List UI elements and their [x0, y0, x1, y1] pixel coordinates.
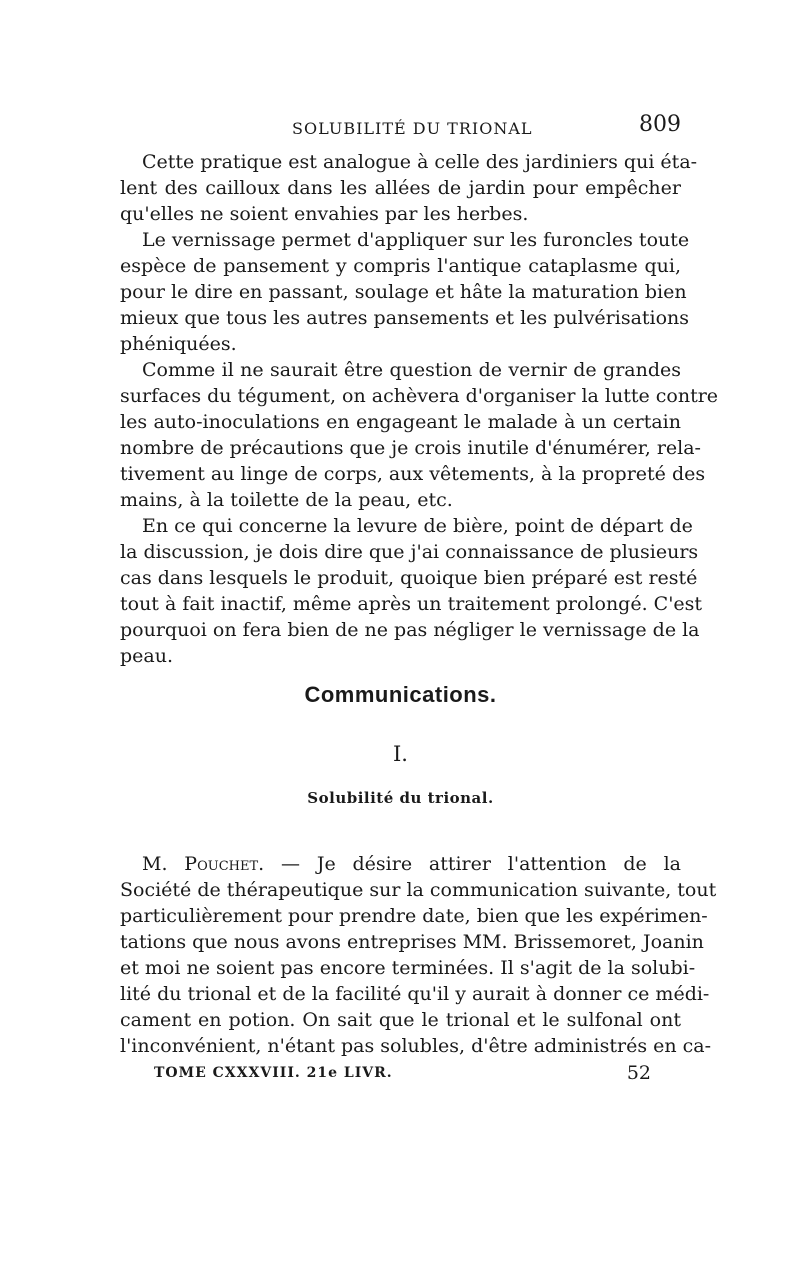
- page-number: 809: [639, 112, 681, 137]
- text-line: nombre de précautions que je crois inutile d'énumérer, rela-: [120, 437, 701, 459]
- page-footer: [120, 1060, 681, 1088]
- text-line: mains, à la toilette de la peau, etc.: [120, 489, 453, 511]
- text-line: cament en potion. On sait que le trional et le sulfonal ont: [120, 1009, 681, 1031]
- text-line: Comme il ne saurait être question de vernir de grandes: [142, 359, 681, 381]
- text-fragment: — Je désire attirer l'attention de la: [264, 853, 681, 875]
- text-line: Société de thérapeutique sur la communication suivante, tout: [120, 879, 717, 901]
- running-title: SOLUBILITÉ DU TRIONAL: [292, 119, 533, 138]
- text-line: les auto-inoculations en engageant le malade à un certain: [120, 411, 681, 433]
- text-line: Le vernissage permet d'appliquer sur les furoncles toute: [142, 229, 690, 251]
- running-head: [120, 112, 685, 142]
- section-numeral: I.: [393, 742, 408, 766]
- text-line: espèce de pansement y compris l'antique cataplasme qui,: [120, 255, 681, 277]
- section-heading: Communications.: [304, 682, 497, 707]
- text-line: peau.: [120, 645, 174, 667]
- text-line: pourquoi on fera bien de ne pas négliger le vernissage de la: [120, 619, 700, 641]
- text-line: En ce qui concerne la levure de bière, point de départ de: [142, 515, 693, 537]
- text-line: et moi ne soient pas encore terminées. Il s'agit de la solubi-: [120, 957, 696, 979]
- body-text-bottom: [120, 851, 717, 1059]
- text-line: Cette pratique est analogue à celle des jardiniers qui éta-: [142, 151, 698, 173]
- text-line: tations que nous avons entreprises MM. Brissemoret, Joanin: [120, 931, 704, 953]
- body-text-top: [120, 149, 719, 669]
- text-line: l'inconvénient, n'étant pas solubles, d'être administrés en ca-: [120, 1035, 712, 1057]
- text-line-first: [120, 851, 681, 877]
- text-line: mieux que tous les autres pansements et les pulvérisations: [120, 307, 690, 329]
- text-line: lité du trional et de la facilité qu'il y aurait à donner ce médi-: [120, 983, 710, 1005]
- text-line: qu'elles ne soient envahies par les herbes.: [120, 203, 529, 225]
- sheet-number: 52: [626, 1062, 651, 1084]
- text-line: surfaces du tégument, on achèvera d'organiser la lutte contre: [120, 385, 719, 407]
- text-line: lent des cailloux dans les allées de jardin pour empêcher: [120, 177, 681, 199]
- text-line: tout à fait inactif, même après un traitement prolongé. C'est: [120, 593, 703, 615]
- text-line: tivement au linge de corps, aux vêtements, à la propreté des: [120, 463, 706, 485]
- text-line: pour le dire en passant, soulage et hâte la maturation bien: [120, 281, 687, 303]
- text-line: particulièrement pour prendre date, bien que les expérimen-: [120, 905, 708, 927]
- text-line: cas dans lesquels le produit, quoique bien préparé est resté: [120, 567, 698, 589]
- text-line: la discussion, je dois dire que j'ai connaissance de plusieurs: [120, 541, 699, 563]
- printer-signature: TOME CXXXVIII. 21e LIVR.: [154, 1065, 393, 1081]
- speaker-name: M. Pouchet.: [142, 853, 265, 875]
- text-line: phéniquées.: [120, 333, 237, 355]
- article-title: Solubilité du trional.: [307, 789, 494, 807]
